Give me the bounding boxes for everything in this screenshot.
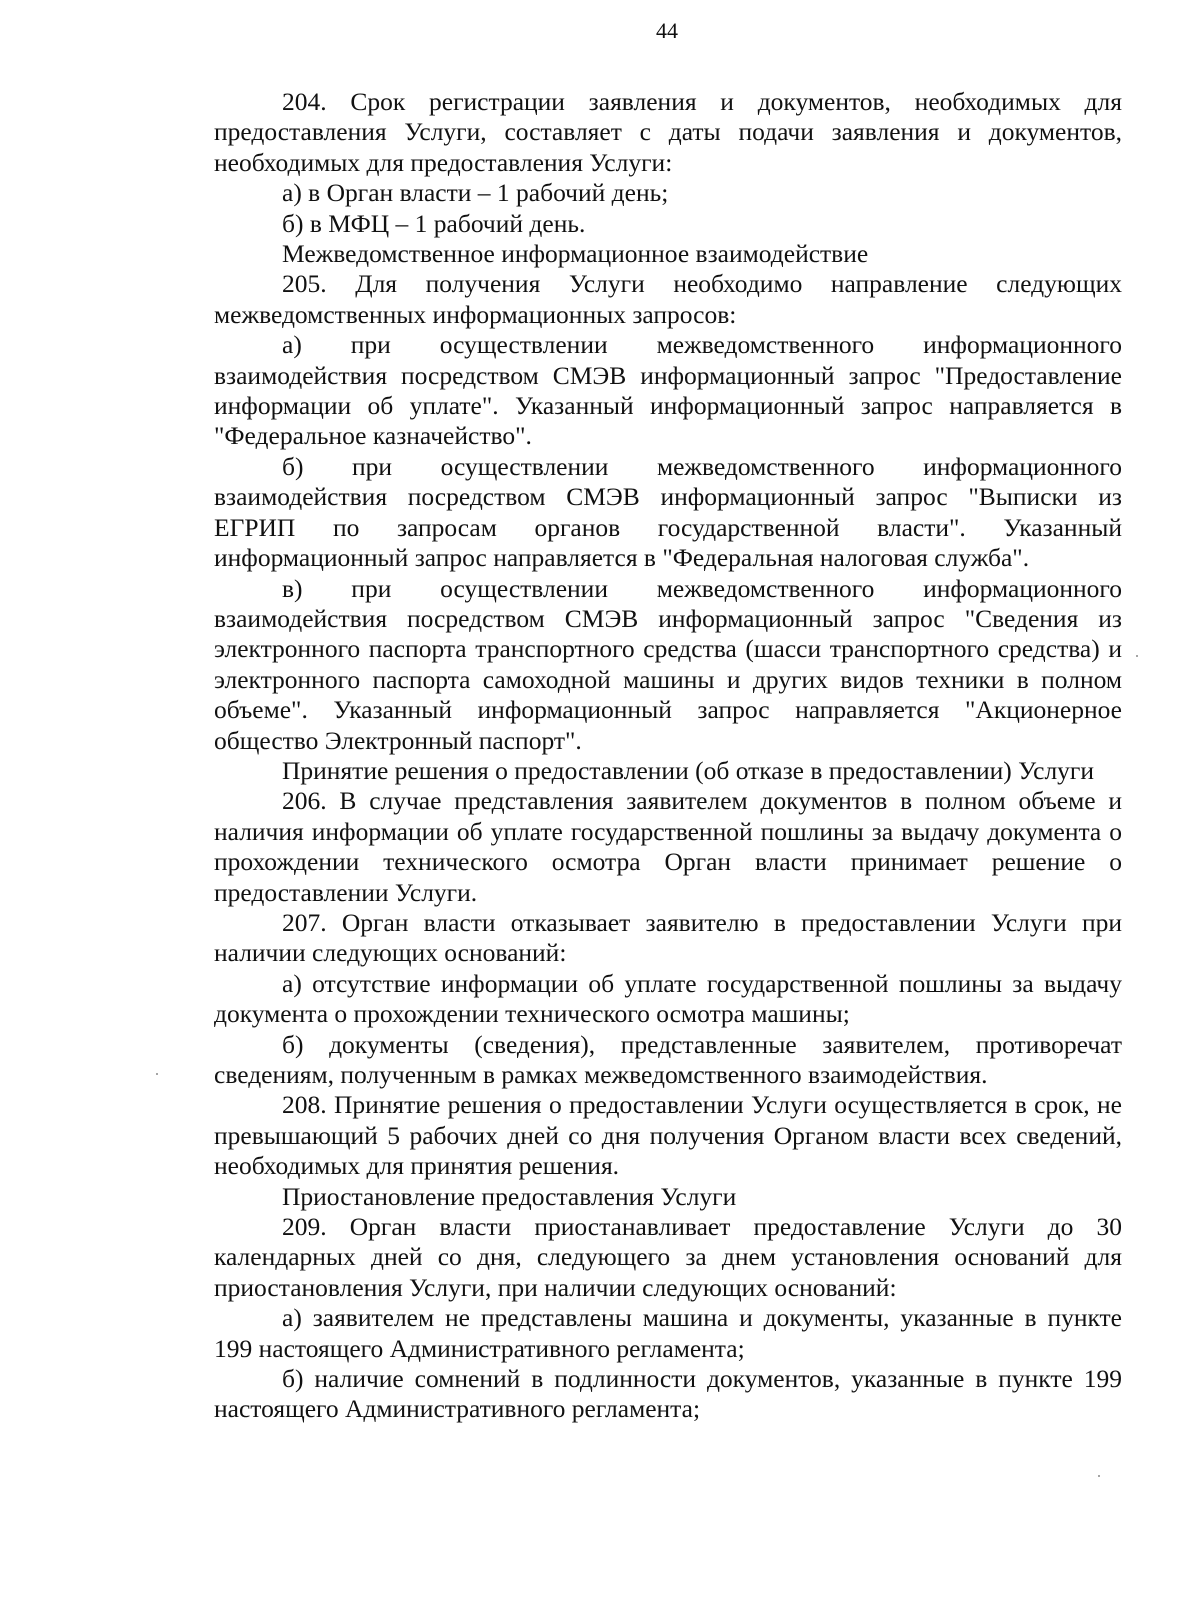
scan-speck [1136, 655, 1138, 657]
document-body [214, 87, 1122, 1425]
paragraph-204-item-a: а) в Орган власти – 1 рабочий день; [282, 178, 669, 208]
paragraph-209: 209. Орган власти приостанавливает предоставление Услуги до 30 календарных дней со дня, следующего за днем установления оснований для приостановления Услуги, при наличии следующих оснований: [214, 1212, 1122, 1302]
section-heading-decision: Принятие решения о предоставлении (об отказе в предоставлении) Услуги [282, 755, 1095, 785]
scan-speck [1098, 1475, 1100, 1477]
page-number: 44 [656, 18, 678, 43]
paragraph-204: 204. Срок регистрации заявления и документов, необходимых для предоставления Услуги, составляет с даты подачи заявления и документов, необходимых для предоставления Услуги: [214, 87, 1122, 177]
paragraph-208: 208. Принятие решения о предоставлении Услуги осуществляется в срок, не превышающий 5 рабочих дней со дня получения Органом власти всех сведений, необходимых для принятия решения. [214, 1090, 1122, 1181]
paragraph-205-item-v: в) при осуществлении межведомственного информационного взаимодействия посредством СМЭВ информационный запрос "Сведения из электронного паспорта транспортного средства (шасси транспортного средства) и электронного паспорта самоходной машины и других видов техники в полном объеме". Указанный информационный запрос направляется "Акционерное общество Электронный паспорт". [214, 573, 1122, 755]
paragraph-205-item-a: а) при осуществлении межведомственного информационного взаимодействия посредством СМЭВ информационный запрос "Предоставление информации об уплате". Указанный информационный запрос направляется в "Федеральное казначейство". [214, 330, 1122, 451]
paragraph-205-item-b: б) при осуществлении межведомственного информационного взаимодействия посредством СМЭВ информационный запрос "Выписки из ЕГРИП по запросам органов государственной власти". Указанный информационный запрос направляется в "Федеральная налоговая служба". [214, 451, 1122, 573]
paragraph-207-item-b: б) документы (сведения), представленные заявителем, противоречат сведениям, полученным в рамках межведомственного взаимодействия. [214, 1029, 1122, 1089]
section-heading-suspension: Приостановление предоставления Услуги [282, 1181, 737, 1211]
paragraph-206: 206. В случае представления заявителем документов в полном объеме и наличия информации об уплате государственной пошлины за выдачу документа о прохождении технического осмотра Орган власти принимает решение о предоставлении Услуги. [214, 786, 1122, 907]
paragraph-207: 207. Орган власти отказывает заявителю в предоставлении Услуги при наличии следующих оснований: [214, 907, 1122, 968]
paragraph-204-item-b: б) в МФЦ – 1 рабочий день. [282, 208, 586, 238]
paragraph-205: 205. Для получения Услуги необходимо направление следующих межведомственных информационных запросов: [214, 269, 1122, 329]
paragraph-209-item-b: б) наличие сомнений в подлинности документов, указанные в пункте 199 настоящего Административного регламента; [214, 1364, 1122, 1424]
scan-speck [156, 1073, 158, 1075]
paragraph-207-item-a: а) отсутствие информации об уплате государственной пошлины за выдачу документа о прохождении технического осмотра машины; [214, 968, 1122, 1029]
paragraph-209-item-a: а) заявителем не представлены машина и документы, указанные в пункте 199 настоящего Административного регламента; [214, 1303, 1122, 1363]
section-heading-interagency: Межведомственное информационное взаимодействие [282, 239, 869, 269]
